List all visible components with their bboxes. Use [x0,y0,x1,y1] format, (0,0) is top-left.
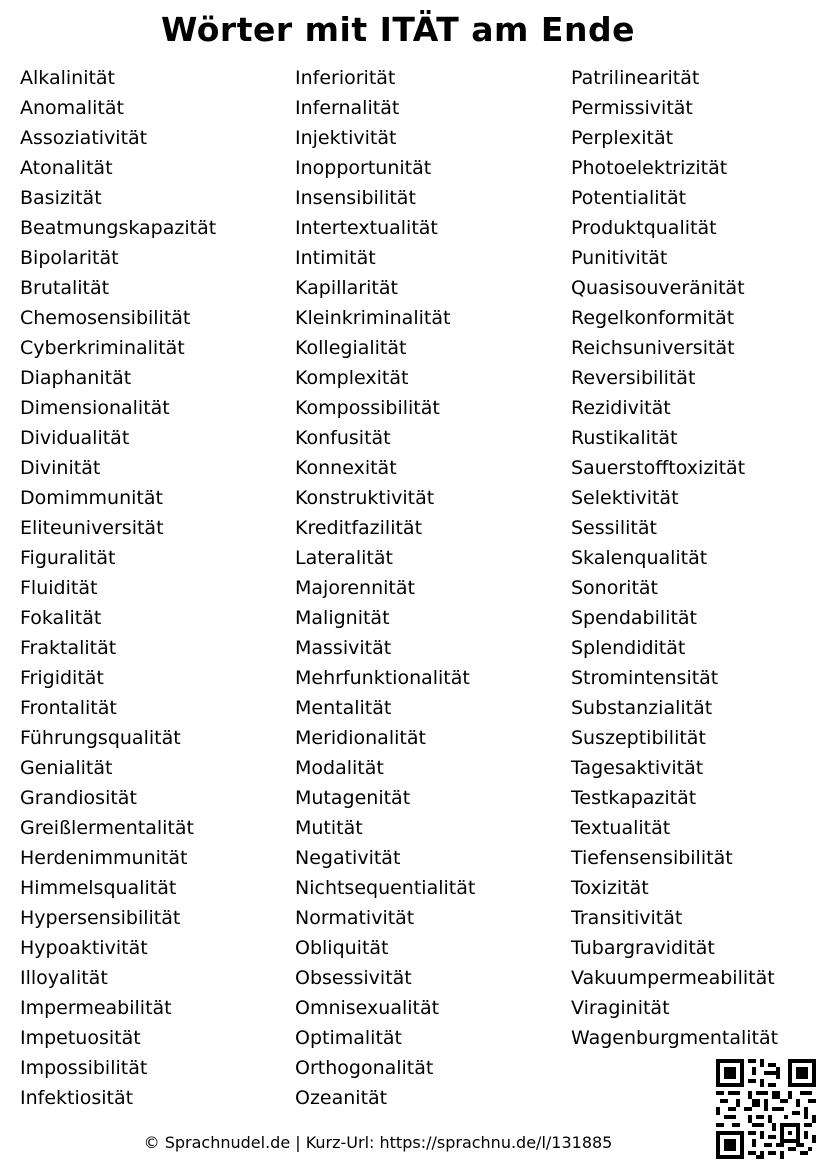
word-item: Impetuosität [20,1027,141,1049]
word-item: Produktqualität [571,217,717,239]
word-item: Kapillarität [295,277,398,299]
word-item: Nichtsequentialität [295,877,476,899]
word-item: Testkapazität [571,787,697,809]
word-item: Dimensionalität [20,397,170,419]
word-item: Substanzialität [571,697,713,719]
word-item: Atonalität [20,157,113,179]
word-item: Insensibilität [295,187,416,209]
word-item: Impermeabilität [20,997,172,1019]
word-item: Sonorität [571,577,658,599]
word-item: Basizität [20,187,102,209]
word-item: Vakuumpermeabilität [571,967,775,989]
word-item: Hypersensibilität [20,907,181,929]
word-item: Inferiorität [295,67,396,89]
word-item: Wagenburgmentalität [571,1027,779,1049]
word-item: Konstruktivität [295,487,435,509]
word-item: Mehrfunktionalität [295,667,470,689]
word-item: Reversibilität [571,367,696,389]
word-item: Illoyalität [20,967,108,989]
word-column-2 [295,63,475,1113]
word-item: Transitivität [571,907,683,929]
word-item: Textualität [571,817,671,839]
word-item: Quasisouveränität [571,277,745,299]
word-item: Fokalität [20,607,102,629]
word-item: Spendabilität [571,607,697,629]
word-item: Omnisexualität [295,997,440,1019]
word-item: Figuralität [20,547,116,569]
word-item: Sauerstofftoxizität [571,457,746,479]
word-item: Normativität [295,907,415,929]
word-item: Obsessivität [295,967,412,989]
word-item: Diaphanität [20,367,132,389]
word-item: Führungsqualität [20,727,181,749]
word-item: Tagesaktivität [571,757,704,779]
word-item: Toxizität [571,877,649,899]
word-item: Greißlermentalität [20,817,194,839]
word-item: Inopportunität [295,157,432,179]
word-item: Kleinkriminalität [295,307,451,329]
word-item: Suszeptibilität [571,727,706,749]
word-item: Genialität [20,757,113,779]
word-item: Bipolarität [20,247,119,269]
word-item: Impossibilität [20,1057,148,1079]
word-item: Rustikalität [571,427,678,449]
word-item: Frontalität [20,697,117,719]
word-item: Fraktalität [20,637,117,659]
word-item: Viraginität [571,997,670,1019]
word-item: Kollegialität [295,337,407,359]
word-item: Optimalität [295,1027,402,1049]
word-item: Dividualität [20,427,130,449]
word-item: Injektivität [295,127,397,149]
word-item: Rezidivität [571,397,671,419]
word-item: Permissivität [571,97,693,119]
word-item: Konnexität [295,457,397,479]
word-item: Beatmungskapazität [20,217,217,239]
word-item: Intimität [295,247,376,269]
word-item: Lateralität [295,547,393,569]
word-item: Infernalität [295,97,400,119]
word-item: Skalenqualität [571,547,708,569]
word-item: Cyberkriminalität [20,337,185,359]
word-item: Selektivität [571,487,679,509]
word-item: Konfusität [295,427,391,449]
footer-credit: © Sprachnudel.de | Kurz-Url: https://sprachnu.de/l/131885 [143,1133,613,1152]
word-column-1 [20,63,216,1113]
word-item: Punitivität [571,247,668,269]
word-item: Perplexität [571,127,674,149]
word-item: Potentialität [571,187,687,209]
word-item: Massivität [295,637,392,659]
word-item: Stromintensität [571,667,719,689]
word-item: Splendidität [571,637,686,659]
word-item: Orthogonalität [295,1057,434,1079]
word-item: Negativität [295,847,401,869]
word-item: Photoelektrizität [571,157,728,179]
word-item: Alkalinität [20,67,116,89]
qr-code-icon [716,1059,816,1159]
word-item: Komplexität [295,367,409,389]
word-item: Tiefensensibilität [571,847,733,869]
word-item: Mutagenität [295,787,411,809]
word-item: Grandiosität [20,787,137,809]
word-item: Divinität [20,457,101,479]
page-title: Wörter mit ITÄT am Ende [161,10,635,49]
word-item: Modalität [295,757,384,779]
word-item: Reichsuniversität [571,337,735,359]
word-item: Kompossibilität [295,397,440,419]
word-item: Domimmunität [20,487,163,509]
word-item: Mutität [295,817,363,839]
word-item: Meridionalität [295,727,426,749]
word-item: Ozeanität [295,1087,388,1109]
word-item: Patrilinearität [571,67,700,89]
word-item: Fluidität [20,577,98,599]
word-item: Majorennität [295,577,415,599]
word-item: Brutalität [20,277,110,299]
word-item: Chemosensibilität [20,307,191,329]
word-item: Eliteuniversität [20,517,164,539]
word-item: Mentalität [295,697,392,719]
word-item: Kreditfazilität [295,517,423,539]
word-item: Hypoaktivität [20,937,148,959]
word-item: Obliquität [295,937,389,959]
word-item: Regelkonformität [571,307,735,329]
word-item: Frigidität [20,667,104,689]
word-item: Anomalität [20,97,124,119]
word-item: Infektiosität [20,1087,134,1109]
word-item: Tubargravidität [571,937,715,959]
word-item: Himmelsqualität [20,877,177,899]
word-item: Herdenimmunität [20,847,188,869]
word-item: Assoziativität [20,127,148,149]
word-item: Malignität [295,607,390,629]
word-item: Sessilität [571,517,657,539]
word-item: Intertextualität [295,217,438,239]
word-column-3 [571,63,778,1053]
